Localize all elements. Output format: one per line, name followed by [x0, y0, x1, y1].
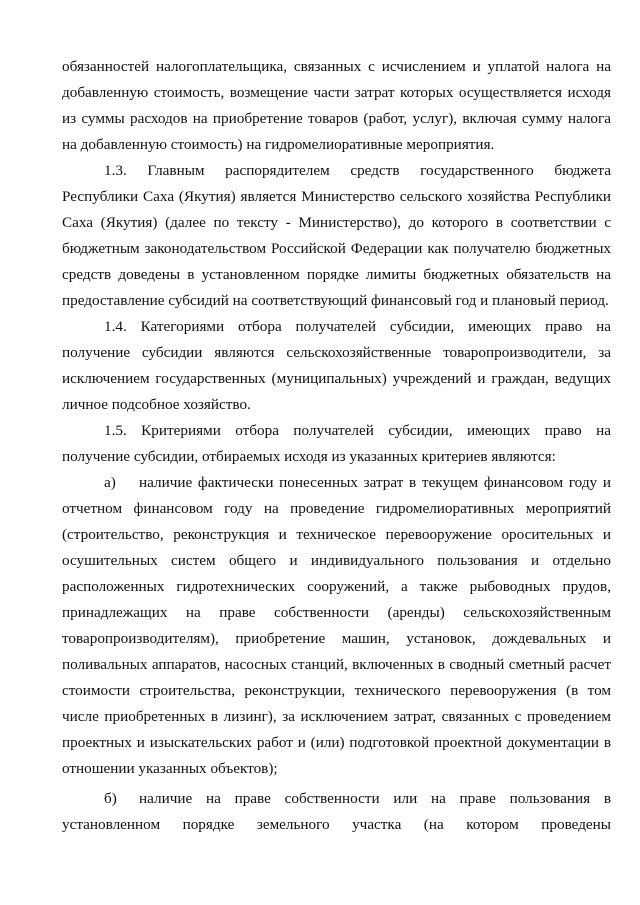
- text-line: Саха (Якутия) (далее по тексту - Министерство), до которого в соответствии с: [62, 214, 611, 231]
- text-line: расположенных гидротехнических сооружений, а также рыбоводных прудов,: [62, 578, 611, 595]
- text-line: предоставление субсидий на соответствующий финансовый год и плановый период.: [62, 292, 609, 309]
- text-line: осушительных систем общего и индивидуального пользования и отдельно: [62, 552, 611, 569]
- paragraph-1-4-first-line: 1.4. Категориями отбора получателей субсидии, имеющих право на: [104, 318, 611, 335]
- text-line: средств доведены в установленном порядке лимиты бюджетных обязательств на: [62, 266, 611, 283]
- text-line: принадлежащих на праве собственности (аренды) сельскохозяйственным: [62, 604, 611, 621]
- text-line: на добавленную стоимость) на гидромелиоративные мероприятия.: [62, 136, 495, 153]
- text-line: получение субсидии, отбираемых исходя из указанных критериев являются:: [62, 448, 556, 465]
- item-a-first-line: наличие фактически понесенных затрат в текущем финансовом году и: [139, 474, 611, 491]
- item-b-first-line: наличие на праве собственности или на праве пользования в: [139, 790, 611, 807]
- text-line: числе приобретенных в лизинг), за исключением затрат, связанных с проведением: [62, 708, 611, 725]
- text-line: проектных и изыскательских работ и (или) подготовкой проектной документации в: [62, 734, 611, 751]
- text-line: отношении указанных объектов);: [62, 760, 278, 777]
- text-line: отчетном финансовом году на проведение гидромелиоративных мероприятий: [62, 500, 611, 517]
- paragraph-1-5-first-line: 1.5. Критериями отбора получателей субсидии, имеющих право на: [104, 422, 611, 439]
- text-line: Республики Саха (Якутия) является Министерство сельского хозяйства Республики: [62, 188, 611, 205]
- text-line: исключением государственных (муниципальных) учреждений и граждан, ведущих: [62, 370, 611, 387]
- paragraph-1-3-first-line: 1.3. Главным распорядителем средств государственного бюджета: [104, 162, 611, 179]
- text-line: стоимости строительства, реконструкции, технического перевооружения (в том: [62, 682, 611, 699]
- text-line: личное подсобное хозяйство.: [62, 396, 251, 413]
- list-marker-b: б): [104, 790, 117, 807]
- text-line: (строительство, реконструкция и техническое перевооружение оросительных и: [62, 526, 611, 543]
- text-line: бюджетным законодательством Российской Федерации как получателю бюджетных: [62, 240, 611, 257]
- text-line: установленном порядке земельного участка (на котором проведены: [62, 816, 611, 833]
- text-line: товаропроизводителям), приобретение машин, установок, дождевальных и: [62, 630, 611, 647]
- text-line: из суммы расходов на приобретение товаров (работ, услуг), включая сумму налога: [62, 110, 611, 127]
- text-line: получение субсидии являются сельскохозяйственные товаропроизводители, за: [62, 344, 611, 361]
- text-line: поливальных аппаратов, насосных станций, включенных в сводный сметный расчет: [62, 656, 611, 673]
- list-marker-a: а): [104, 474, 116, 491]
- text-line: добавленную стоимость, возмещение части затрат которых осуществляется исходя: [62, 84, 611, 101]
- text-line: обязанностей налогоплательщика, связанных с исчислением и уплатой налога на: [62, 58, 611, 75]
